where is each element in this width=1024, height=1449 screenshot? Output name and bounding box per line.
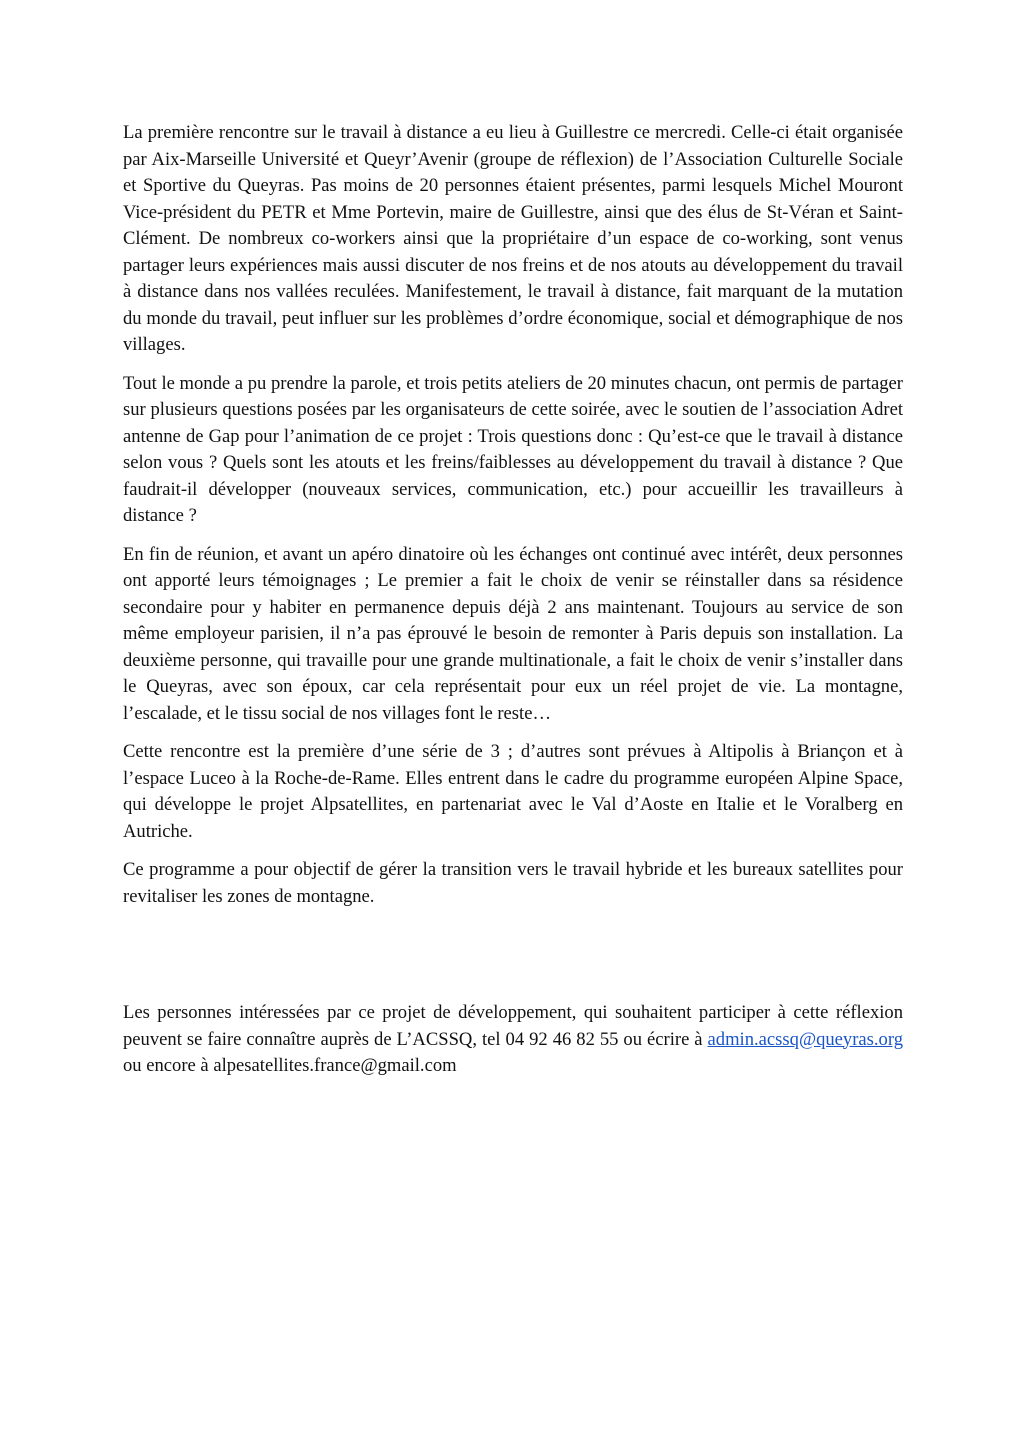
document-body: [123, 120, 903, 1092]
blank-space: [123, 922, 903, 1000]
contact-text-middle: ou encore à: [123, 1055, 214, 1076]
paragraph-program-goal: Ce programme a pour objectif de gérer la transition vers le travail hybride et les bureaux satellites pour revitaliser les zones de montagne.: [123, 859, 903, 907]
email-alpesatellites: alpesatellites.france@gmail.com: [213, 1055, 457, 1076]
paragraph-testimonials: En fin de réunion, et avant un apéro dinatoire où les échanges ont continué avec intérêt, deux personnes ont apporté leurs témoignages ; Le premier a fait le choix de venir se réinstaller dans sa résidence secondaire pour y habiter en permanence depuis déjà 2 ans maintenant. Toujours au service de son même employeur parisien, il n’a pas éprouvé le besoin de remonter à Paris depuis son installation. La deuxième personne, qui travaille pour une grande multinationale, a fait le choix de venir s’installer dans le Queyras, avec son époux, car cela représentait pour eux un réel projet de vie. La montagne, l’escalade, et le tissu social de nos villages font le reste…: [123, 543, 903, 724]
paragraph-workshops: Tout le monde a pu prendre la parole, et trois petits ateliers de 20 minutes chacun, ont permis de partager sur plusieurs questions posées par les organisateurs de cette soirée, avec le soutien de l’association Adret antenne de Gap pour l’animation de ce projet : Trois questions donc : Qu’est-ce que le travail à distance selon vous ? Quels sont les atouts et les freins/faiblesses au développement du travail à distance ? Que faudrait-il développer (nouveaux services, communication, etc.) pour accueillir les travailleurs à distance ?: [123, 372, 903, 526]
contact-text-before: Les personnes intéressées par ce projet de développement, qui souhaitent participer à cette réflexion peuvent se faire connaître auprès de L’ACSSQ, tel 04 92 46 82 55 ou écrire à: [123, 1002, 903, 1050]
paragraph-contact: [123, 1000, 903, 1080]
paragraph-series: Cette rencontre est la première d’une série de 3 ; d’autres sont prévues à Altipolis à Briançon et à l’espace Luceo à la Roche-de-Rame. Elles entrent dans le cadre du programme européen Alpine Space, qui développe le projet Alpsatellites, en partenariat avec le Val d’Aoste en Italie et le Voralberg en Autriche.: [123, 741, 903, 842]
paragraph-meeting-summary: La première rencontre sur le travail à distance a eu lieu à Guillestre ce mercredi. Celle-ci était organisée par Aix-Marseille Université et Queyr’Avenir (groupe de réflexion) de l’Association Culturelle Sociale et Sportive du Queyras. Pas moins de 20 personnes étaient présentes, parmi lesquels Michel Mouront Vice-président du PETR et Mme Portevin, maire de Guillestre, ainsi que des élus de St-Véran et Saint-Clément. De nombreux co-workers ainsi que la propriétaire d’un espace de co-working, sont venus partager leurs expériences mais aussi discuter de nos freins et de nos atouts au développement du travail à distance dans nos vallées reculées. Manifestement, le travail à distance, fait marquant de la mutation du monde du travail, peut influer sur les problèmes d’ordre économique, social et démographique de nos villages.: [123, 122, 903, 355]
email-link-acssq[interactable]: admin.acssq@queyras.org: [707, 1028, 903, 1050]
